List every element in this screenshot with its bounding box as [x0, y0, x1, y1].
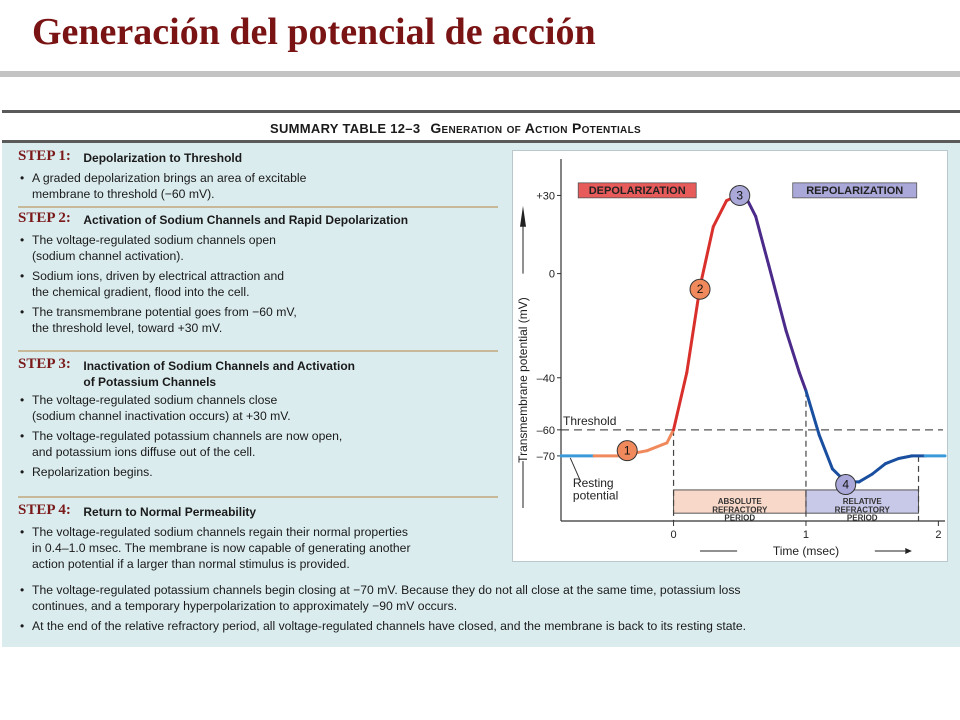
- action-potential-chart: [512, 150, 948, 562]
- x-tick-label: 2: [935, 529, 942, 541]
- y-tick-label: –60: [536, 424, 555, 437]
- action-potential-curve-segment: [647, 443, 667, 451]
- action-potential-curve-segment: [885, 458, 898, 463]
- step-divider: [18, 350, 498, 352]
- step-4-wide-bullets: [18, 582, 948, 638]
- relative-refractory-label: RELATIVE REFRACTORY PERIOD: [834, 496, 890, 523]
- step-3-bullet: • Repolarization begins.: [18, 464, 500, 480]
- step-4-title: Return to Normal Permeability: [83, 505, 257, 519]
- step-marker-label: 1: [623, 443, 631, 458]
- resting-potential-label: Resting potential: [572, 476, 619, 503]
- y-tick-label: +30: [536, 190, 555, 203]
- step-2-bullet: • The transmembrane potential goes from −60 mV, the threshold level, toward +30 mV.: [18, 304, 500, 336]
- step-3-title: Inactivation of Sodium Channels and Activation of Potassium Channels: [83, 359, 355, 389]
- absolute-refractory-label: ABSOLUTE REFRACTORY PERIOD: [712, 496, 768, 523]
- step-4-bullet: • At the end of the relative refractory period, all voltage-regulated channels have closed, and the membrane is back to its resting state.: [18, 618, 948, 634]
- step-4-label: STEP 4:: [18, 502, 71, 518]
- step-2-title: Activation of Sodium Channels and Rapid Depolarization: [83, 213, 409, 227]
- y-tick-label: –70: [536, 450, 555, 463]
- step-3-bullet: • The voltage-regulated sodium channels close (sodium channel inactivation occurs) at +30 mV.: [18, 392, 500, 424]
- step-1: [18, 148, 500, 206]
- action-potential-curve-segment: [786, 331, 799, 373]
- y-axis-arrowhead: [520, 206, 526, 227]
- step-2-bullet: • The voltage-regulated sodium channels open (sodium channel activation).: [18, 232, 500, 264]
- action-potential-curve-segment: [756, 216, 769, 265]
- y-tick-label: 0: [548, 268, 555, 281]
- depolarization-label: DEPOLARIZATION: [588, 184, 686, 197]
- chart-svg: [513, 151, 947, 561]
- action-potential-curve-segment: [799, 373, 806, 391]
- step-2-bullet: • Sodium ions, driven by electrical attraction and the chemical gradient, flood into the cell.: [18, 268, 500, 300]
- step-marker-label: 3: [736, 188, 744, 203]
- table-number: SUMMARY TABLE 12–3: [270, 121, 421, 136]
- step-divider: [18, 206, 498, 208]
- step-4-bullet: • The voltage-regulated potassium channels begin closing at −70 mV. Because they do not all close at the same time, potassium loss continues, and a temporary hyperpolarization to approximately −90 mV occurs.: [18, 582, 948, 614]
- x-axis-arrowhead: [905, 548, 912, 554]
- step-3-bullet: • The voltage-regulated potassium channels are now open, and potassium ions diffuse out of the cell.: [18, 428, 500, 460]
- step-marker-label: 4: [842, 477, 850, 492]
- action-potential-curve-segment: [806, 391, 819, 435]
- step-divider: [18, 496, 498, 498]
- step-4: [18, 502, 518, 576]
- action-potential-curve-segment: [667, 430, 674, 443]
- x-tick-label: 1: [802, 529, 810, 541]
- action-potential-curve-segment: [819, 435, 832, 469]
- step-3-label: STEP 3:: [18, 356, 71, 372]
- action-potential-curve-segment: [899, 456, 912, 459]
- step-1-title: Depolarization to Threshold: [83, 151, 243, 165]
- x-axis-title: Time (msec): [772, 544, 840, 558]
- step-3: [18, 356, 500, 484]
- action-potential-curve-segment: [859, 474, 872, 482]
- step-1-bullet: • A graded depolarization brings an area of excitable membrane to threshold (−60 mV).: [18, 170, 500, 202]
- step-2: [18, 210, 500, 340]
- action-potential-curve-segment: [872, 464, 885, 474]
- repolarization-label: REPOLARIZATION: [806, 184, 904, 197]
- table-header: [2, 110, 960, 143]
- table-name: Generation of Action Potentials: [430, 120, 641, 136]
- y-axis-title: Transmembrane potential (mV): [516, 297, 530, 463]
- title-divider: [0, 71, 960, 77]
- y-tick-label: –40: [536, 372, 555, 385]
- action-potential-curve-segment: [713, 201, 726, 227]
- action-potential-curve-segment: [674, 373, 687, 430]
- step-1-label: STEP 1:: [18, 148, 71, 164]
- threshold-label: Threshold: [563, 413, 617, 428]
- summary-figure: [2, 110, 960, 647]
- action-potential-curve-segment: [769, 266, 786, 331]
- step-2-label: STEP 2:: [18, 210, 71, 226]
- step-4-bullet: • The voltage-regulated sodium channels regain their normal properties in 0.4–1.0 msec. The membrane is now capable of generating another action potential if a larger than normal stimulus is provided.: [18, 524, 518, 572]
- x-tick-label: 0: [670, 529, 677, 541]
- step-marker-label: 2: [696, 282, 704, 297]
- action-potential-curve-segment: [700, 227, 713, 287]
- page-title: Generación del potencial de acción: [32, 11, 596, 53]
